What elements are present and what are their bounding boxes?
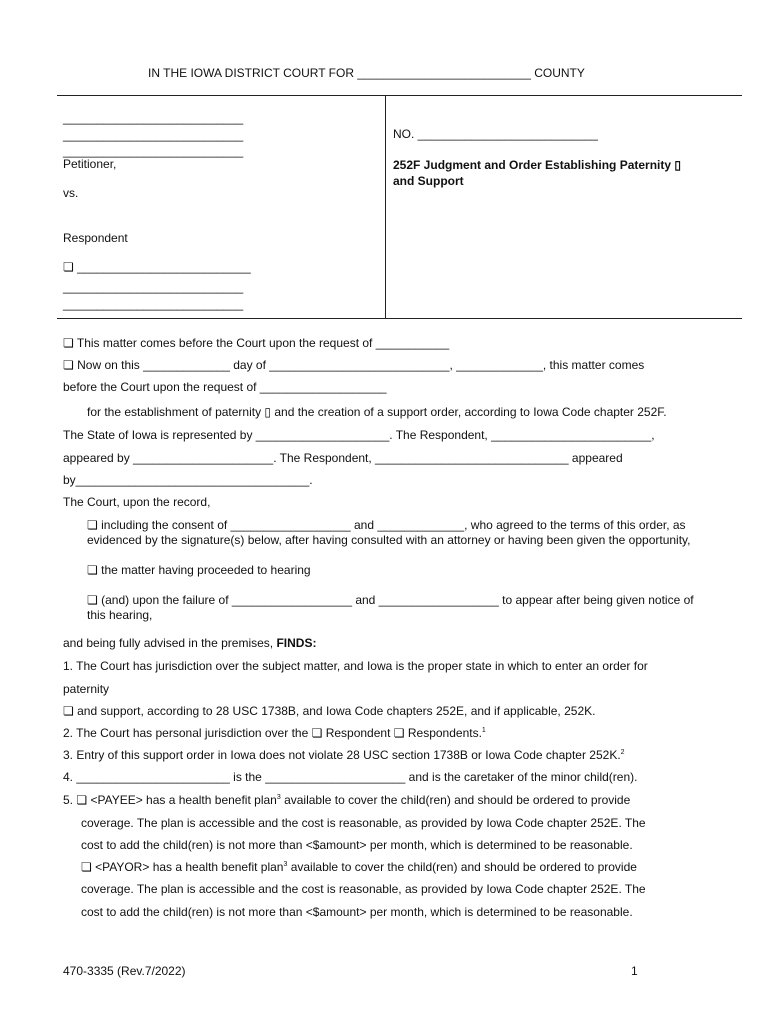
petitioner-name-line-1: ___________________________	[63, 111, 244, 125]
petitioner-name-line-3: ___________________________	[63, 144, 244, 158]
caption-bottom-rule	[57, 318, 742, 319]
finding-5-number: 5.	[63, 793, 74, 807]
state-represented-line: The State of Iowa is represented by ____________________. The Respondent, ________________________,	[63, 428, 655, 442]
payor-text-cont: available to cover the child(ren) and should be ordered to provide	[287, 860, 637, 874]
checkbox-icon[interactable]	[63, 336, 74, 350]
checkbox-icon[interactable]	[63, 260, 74, 274]
page-number: 1	[631, 964, 638, 978]
failure-line-1	[87, 593, 694, 607]
establishment-line: for the establishment of paternity ▯ and the creation of a support order, according to Iowa Code chapter 252F.	[87, 405, 667, 419]
case-number: NO. ___________________________	[393, 127, 598, 141]
document-title-line-1: 252F Judgment and Order Establishing Paternity ▯	[393, 158, 681, 172]
checkbox-icon[interactable]	[87, 518, 98, 532]
payee-text: <PAYEE> has a health benefit plan	[90, 793, 277, 807]
checkbox-icon[interactable]	[63, 358, 74, 372]
appeared-by-line: appeared by _____________________. The Respondent, _____________________________ appeared	[63, 451, 623, 465]
respondent-line-3: ___________________________	[63, 297, 244, 311]
hearing-text: the matter having proceeded to hearing	[101, 563, 311, 577]
document-title-line-2: and Support	[393, 174, 464, 188]
finding-5-line-5: coverage. The plan is accessible and the cost is reasonable, as provided by Iowa Code chapter 252E. The	[81, 882, 646, 896]
finding-1-line-3	[63, 704, 595, 718]
respondents-option: Respondents.	[407, 726, 482, 740]
finding-3	[63, 748, 625, 762]
checkbox-icon[interactable]	[87, 563, 98, 577]
finding-5-line-4	[81, 860, 637, 874]
failure-text: (and) upon the failure of __________________ and __________________ to appear after being given notice of	[101, 593, 694, 607]
consent-text: including the consent of __________________ and _____________, who agreed to the terms of this order, as	[101, 518, 686, 532]
footnote-ref: 2	[620, 749, 625, 756]
respondent-line-1	[63, 260, 251, 274]
finding-5-line-1	[63, 793, 630, 807]
finding-2	[63, 726, 486, 740]
checkbox-icon[interactable]	[394, 726, 405, 740]
checkbox-icon[interactable]	[76, 793, 87, 807]
finding-1-text: and support, according to 28 USC 1738B, and Iowa Code chapters 252E, and if applicable, 252K.	[77, 704, 596, 718]
request-line	[63, 336, 449, 350]
vs-label: vs.	[63, 186, 79, 200]
consent-line-2: evidenced by the signature(s) below, after having consulted with an attorney or having been given the opportunity,	[87, 533, 691, 547]
finding-5-line-6: cost to add the child(ren) is not more than <$amount> per month, which is determined to be reasonable.	[81, 905, 633, 919]
finds-heading: FINDS:	[276, 636, 317, 650]
court-title: IN THE IOWA DISTRICT COURT FOR __________________________ COUNTY	[148, 66, 585, 80]
consent-line-1	[87, 518, 686, 532]
checkbox-icon[interactable]	[63, 704, 74, 718]
petitioner-name-line-2: ___________________________	[63, 128, 244, 142]
finding-5-line-2: coverage. The plan is accessible and the cost is reasonable, as provided by Iowa Code chapter 252E. The	[81, 816, 646, 830]
payor-text: <PAYOR> has a health benefit plan	[95, 860, 284, 874]
finding-3-text: 3. Entry of this support order in Iowa does not violate 28 USC section 1738B or Iowa Code chapter 252K.	[63, 748, 621, 762]
respondent-label: Respondent	[63, 231, 128, 245]
payee-text-cont: available to cover the child(ren) and should be ordered to provide	[280, 793, 631, 807]
caption-top-rule	[57, 95, 742, 96]
finding-1-line-1: 1. The Court has jurisdiction over the subject matter, and Iowa is the proper state in which to enter an order for	[63, 659, 648, 673]
finding-4: 4. _______________________ is the _____________________ and is the caretaker of the minor child(ren).	[63, 770, 638, 784]
respondent-line-2: ___________________________	[63, 280, 244, 294]
respondent-option: Respondent	[325, 726, 394, 740]
footnote-ref: 3	[276, 794, 281, 801]
finds-prefix: and being fully advised in the premises,	[63, 636, 277, 650]
form-number: 470-3335 (Rev.7/2022)	[63, 964, 186, 978]
finding-5-line-3: cost to add the child(ren) is not more than <$amount> per month, which is determined to be reasonable.	[81, 838, 633, 852]
finding-2-text: 2. The Court has personal jurisdiction over the	[63, 726, 312, 740]
request-text: This matter comes before the Court upon the request of ___________	[76, 336, 450, 350]
respondent-blank-1: __________________________	[77, 260, 251, 274]
finding-1-line-2: paternity	[63, 682, 110, 696]
hearing-line	[87, 563, 311, 577]
date-text: Now on this _____________ day of ___________________________, _____________, this matter comes	[77, 358, 645, 372]
court-record-line: The Court, upon the record,	[63, 495, 211, 509]
checkbox-icon[interactable]	[312, 726, 323, 740]
footnote-ref: 3	[283, 861, 288, 868]
checkbox-icon[interactable]	[81, 860, 92, 874]
checkbox-icon[interactable]	[87, 593, 98, 607]
petitioner-label: Petitioner,	[63, 157, 117, 171]
date-line	[63, 358, 644, 372]
failure-line-2: this hearing,	[87, 608, 153, 622]
finds-line	[63, 636, 316, 650]
request-of-line: before the Court upon the request of ___________________	[63, 380, 387, 394]
caption-divider	[385, 95, 386, 319]
by-line: by___________________________________.	[63, 473, 313, 487]
footnote-ref: 1	[481, 727, 486, 734]
